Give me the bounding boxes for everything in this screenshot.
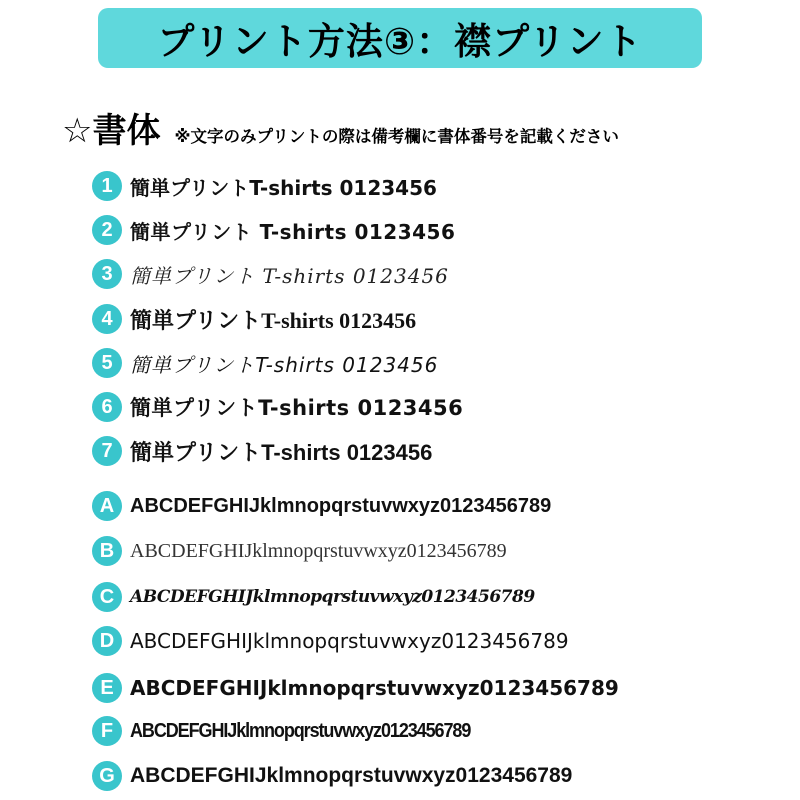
font-sample: ABCDEFGHIJklmnopqrstuvwxyz0123456789 [130, 676, 619, 700]
font-row-a [92, 488, 551, 524]
font-number-badge: 5 [92, 348, 122, 378]
font-row-1 [92, 168, 437, 204]
font-sample: ABCDEFGHIJklmnopqrstuvwxyz0123456789 [130, 629, 569, 653]
font-number-badge: 1 [92, 171, 122, 201]
font-letter-badge: D [92, 626, 122, 656]
font-sample: 簡単プリントT-shirts 0123456 [130, 307, 417, 333]
font-sample: 簡単プリント T-shirts 0123456 [130, 263, 449, 288]
font-letter-badge: F [92, 716, 122, 746]
font-row-c [92, 579, 535, 615]
font-number-badge: 2 [92, 215, 122, 245]
font-letter-badge: A [92, 491, 122, 521]
font-number-badge: 6 [92, 392, 122, 422]
font-row-5 [92, 345, 438, 381]
font-sample: 簡単プリントT-shirts 0123456 [130, 175, 437, 200]
font-sample: ABCDEFGHIJklmnopqrstuvwxyz0123456789 [130, 587, 535, 607]
font-row-b [92, 533, 507, 569]
section-title: ☆書体 [62, 111, 161, 151]
font-row-f [92, 713, 508, 749]
font-sample: 簡単プリント T-shirts 0123456 [130, 219, 456, 244]
font-row-2 [92, 212, 455, 248]
font-row-6 [92, 389, 463, 425]
font-sample: 簡単プリントT-shirts 0123456 [130, 352, 439, 377]
font-letter-badge: E [92, 673, 122, 703]
font-row-3 [92, 256, 449, 292]
font-sample: 簡単プリントT-shirts 0123456 [130, 396, 464, 420]
font-sample: ABCDEFGHIJklmnopqrstuvwxyz0123456789 [130, 494, 552, 517]
font-sample: ABCDEFGHIJklmnopqrstuvwxyz0123456789 [130, 764, 573, 787]
font-row-4 [92, 301, 416, 337]
font-letter-badge: G [92, 761, 122, 791]
font-row-e [92, 670, 619, 706]
section-note: ※文字のみプリントの際は備考欄に書体番号を記載ください [174, 127, 619, 146]
font-row-d [92, 623, 569, 659]
font-number-badge: 4 [92, 304, 122, 334]
font-sample: ABCDEFGHIJklmnopqrstuvwxyz0123456789 [130, 539, 507, 562]
font-number-badge: 7 [92, 436, 122, 466]
page-title: プリント方法③：襟プリント [157, 20, 643, 63]
font-number-badge: 3 [92, 259, 122, 289]
font-sample: 簡単プリントT-shirts 0123456 [130, 439, 433, 465]
font-letter-badge: B [92, 536, 122, 566]
font-sample: ABCDEFGHIJklmnopqrstuvwxyz0123456789 [130, 719, 471, 742]
font-row-g [92, 758, 572, 794]
font-letter-badge: C [92, 582, 122, 612]
font-row-7 [92, 433, 432, 469]
